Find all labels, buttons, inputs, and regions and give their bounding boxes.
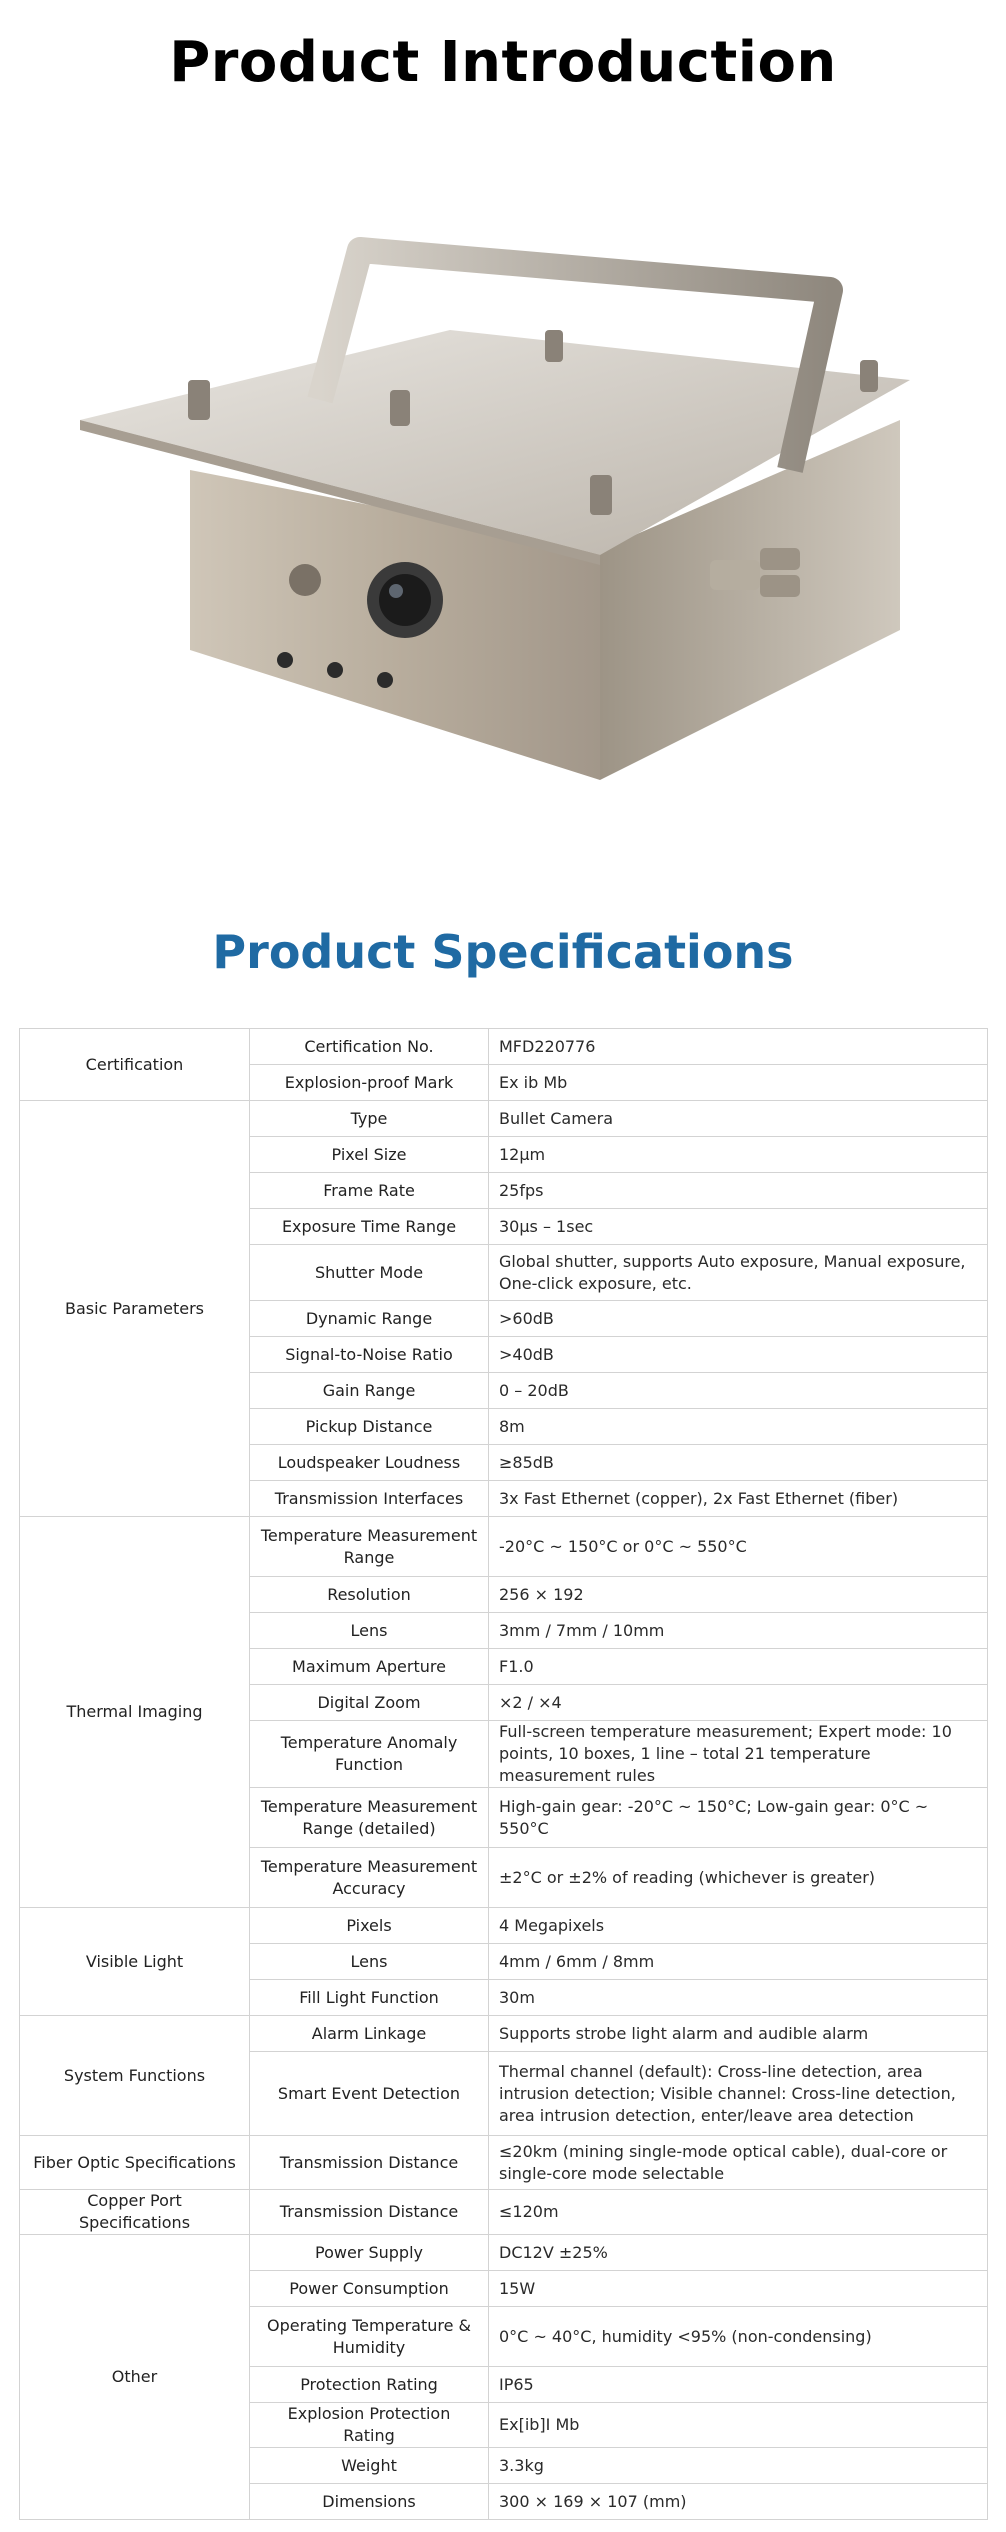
spec-category: Basic Parameters — [20, 1101, 250, 1517]
spec-param: Explosion-proof Mark — [250, 1065, 489, 1101]
spec-value: 12μm — [489, 1137, 988, 1173]
spec-param: Power Consumption — [250, 2271, 489, 2307]
spec-param: Smart Event Detection — [250, 2052, 489, 2136]
spec-value: 25fps — [489, 1173, 988, 1209]
spec-param: Lens — [250, 1944, 489, 1980]
spec-param: Resolution — [250, 1577, 489, 1613]
spec-param: Gain Range — [250, 1373, 489, 1409]
spec-param: Temperature Anomaly Function — [250, 1721, 489, 1788]
spec-param: Power Supply — [250, 2235, 489, 2271]
spec-param: Pickup Distance — [250, 1409, 489, 1445]
spec-row — [20, 2016, 988, 2052]
spec-param: Pixels — [250, 1908, 489, 1944]
spec-value: Thermal channel (default): Cross-line detection, area intrusion detection; Visible channel: Cross-line detection, area intrusion detection, enter/leave area detection — [489, 2052, 988, 2136]
spec-param: Digital Zoom — [250, 1685, 489, 1721]
spec-value: 3mm / 7mm / 10mm — [489, 1613, 988, 1649]
spec-param: Alarm Linkage — [250, 2016, 489, 2052]
spec-value: ×2 / ×4 — [489, 1685, 988, 1721]
spec-category: Fiber Optic Specifications — [20, 2136, 250, 2190]
spec-value: 4 Megapixels — [489, 1908, 988, 1944]
spec-row — [20, 1029, 988, 1065]
product-image — [70, 230, 940, 790]
spec-category: System Functions — [20, 2016, 250, 2136]
spec-value: Bullet Camera — [489, 1101, 988, 1137]
spec-category: Other — [20, 2235, 250, 2520]
spec-param: Type — [250, 1101, 489, 1137]
spec-category: Copper Port Specifications — [20, 2190, 250, 2235]
spec-param: Temperature Measurement Range (detailed) — [250, 1788, 489, 1848]
spec-value: -20°C ~ 150°C or 0°C ~ 550°C — [489, 1517, 988, 1577]
spec-row — [20, 1908, 988, 1944]
spec-param: Transmission Distance — [250, 2190, 489, 2235]
spec-param: Temperature Measurement Range — [250, 1517, 489, 1577]
spec-value: Global shutter, supports Auto exposure, Manual exposure, One-click exposure, etc. — [489, 1245, 988, 1301]
spec-param: Explosion Protection Rating — [250, 2403, 489, 2448]
spec-param: Temperature Measurement Accuracy — [250, 1848, 489, 1908]
spec-param: Fill Light Function — [250, 1980, 489, 2016]
camera-housing-illustration — [70, 230, 940, 790]
spec-value: Ex ib Mb — [489, 1065, 988, 1101]
spec-value: ≥85dB — [489, 1445, 988, 1481]
spec-param: Dynamic Range — [250, 1301, 489, 1337]
spec-row — [20, 1517, 988, 1577]
spec-value: 0 – 20dB — [489, 1373, 988, 1409]
spec-param: Exposure Time Range — [250, 1209, 489, 1245]
spec-value: Ex[ib]I Mb — [489, 2403, 988, 2448]
spec-category: Certification — [20, 1029, 250, 1101]
spec-param: Loudspeaker Loudness — [250, 1445, 489, 1481]
spec-table — [19, 1028, 988, 2520]
spec-value: 0°C ~ 40°C, humidity <95% (non-condensing) — [489, 2307, 988, 2367]
spec-param: Protection Rating — [250, 2367, 489, 2403]
spec-param: Transmission Distance — [250, 2136, 489, 2190]
spec-value: 256 × 192 — [489, 1577, 988, 1613]
spec-param: Signal-to-Noise Ratio — [250, 1337, 489, 1373]
spec-value: High-gain gear: -20°C ~ 150°C; Low-gain gear: 0°C ~ 550°C — [489, 1788, 988, 1848]
spec-param: Transmission Interfaces — [250, 1481, 489, 1517]
spec-value: 3.3kg — [489, 2448, 988, 2484]
spec-section-title: Product Specifications — [212, 925, 794, 979]
spec-param: Pixel Size — [250, 1137, 489, 1173]
spec-value: 8m — [489, 1409, 988, 1445]
spec-row — [20, 1101, 988, 1137]
spec-value: 300 × 169 × 107 (mm) — [489, 2484, 988, 2520]
spec-value: 30μs – 1sec — [489, 1209, 988, 1245]
spec-value: ≤120m — [489, 2190, 988, 2235]
spec-param: Shutter Mode — [250, 1245, 489, 1301]
spec-param: Dimensions — [250, 2484, 489, 2520]
spec-value: 30m — [489, 1980, 988, 2016]
spec-param: Certification No. — [250, 1029, 489, 1065]
spec-category: Visible Light — [20, 1908, 250, 2016]
spec-value: ≤20km (mining single-mode optical cable), dual-core or single-core mode selectable — [489, 2136, 988, 2190]
spec-value: IP65 — [489, 2367, 988, 2403]
page-title: Product Introduction — [169, 30, 837, 95]
spec-value: 15W — [489, 2271, 988, 2307]
spec-value: DC12V ±25% — [489, 2235, 988, 2271]
spec-row — [20, 2235, 988, 2271]
spec-param: Weight — [250, 2448, 489, 2484]
spec-param: Operating Temperature & Humidity — [250, 2307, 489, 2367]
spec-value: 4mm / 6mm / 8mm — [489, 1944, 988, 1980]
spec-param: Frame Rate — [250, 1173, 489, 1209]
spec-value: MFD220776 — [489, 1029, 988, 1065]
spec-value: Full-screen temperature measurement; Expert mode: 10 points, 10 boxes, 1 line – total 21 temperature measurement rules — [489, 1721, 988, 1788]
spec-value: Supports strobe light alarm and audible alarm — [489, 2016, 988, 2052]
spec-value: >40dB — [489, 1337, 988, 1373]
spec-value: >60dB — [489, 1301, 988, 1337]
spec-row — [20, 2190, 988, 2235]
spec-category: Thermal Imaging — [20, 1517, 250, 1908]
spec-value: F1.0 — [489, 1649, 988, 1685]
spec-value: ±2°C or ±2% of reading (whichever is greater) — [489, 1848, 988, 1908]
spec-row — [20, 2136, 988, 2190]
spec-param: Maximum Aperture — [250, 1649, 489, 1685]
spec-param: Lens — [250, 1613, 489, 1649]
spec-value: 3x Fast Ethernet (copper), 2x Fast Ethernet (fiber) — [489, 1481, 988, 1517]
